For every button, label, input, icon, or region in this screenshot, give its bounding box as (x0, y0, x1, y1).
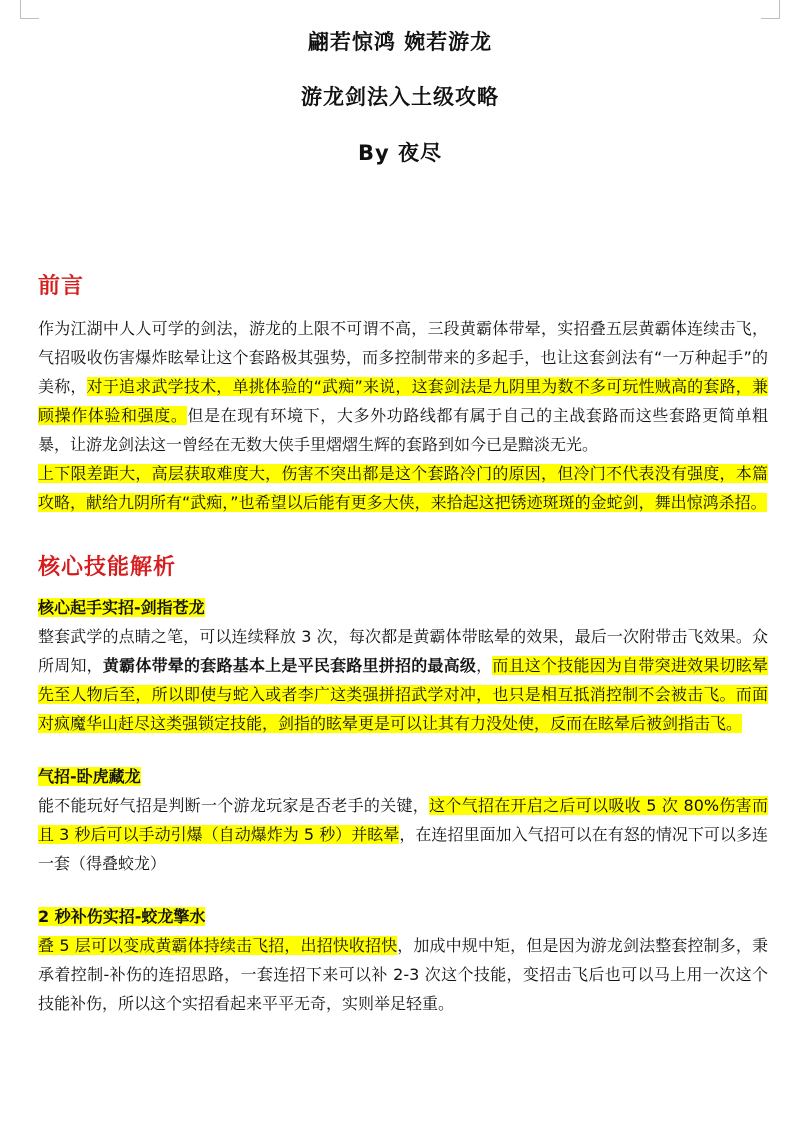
skill-2-title (38, 762, 768, 791)
skill-1-text-comma: ， (476, 656, 493, 675)
doc-author-line: By 夜尽 (357, 141, 442, 165)
skill-2-highlight: 这个气招在开启之后可以吸收 5 次 80%伤害而且 3 秒后可以手动引爆（自动爆炸为 5 秒）并眩晕 (38, 796, 768, 844)
skill-3-highlight: 叠 5 层可以变成黄霸体持续击飞招，出招快收招快 (38, 936, 398, 955)
doc-title-line-2: 游龙剑法入土级攻略 (301, 85, 499, 109)
skill-1-text-a: 整套武学的点睛之笔，可以连续释放 3 次，每次都是黄霸体带眩晕的效果，最后一次附带击飞效果。众所周知， (38, 627, 768, 675)
preface-paragraph-2 (38, 459, 768, 517)
skill-2-paragraph (38, 791, 768, 878)
skill-2-text-b: ，在连招里面加入气招可以在有怒的情况下可以多连一套（得叠蛟龙） (38, 825, 768, 873)
skill-1-title-text: 核心起手实招-剑指苍龙 (38, 598, 205, 617)
skill-3-paragraph (38, 931, 768, 1018)
core-skills-heading: 核心技能解析 (38, 555, 177, 580)
section-gap (38, 878, 768, 902)
preface-heading: 前言 (38, 274, 85, 299)
preface-highlight-a: 对于追求武学技术，单挑体验的“武痴”来说，这套剑法是九阴里为数不多可玩性贼高的套路，兼顾操作体验和强度。 (38, 377, 768, 425)
skill-3-title-text: 2 秒补伤实招-蛟龙擎水 (38, 907, 206, 926)
preface-text-a: 作为江湖中人人可学的剑法，游龙的上限不可谓不高，三段黄霸体带晕，实招叠五层黄霸体连续击飞，气招吸收伤害爆炸眩晕让这个套路极其强势，而多控制带来的多起手，也让这套剑法有“一万种起手”的美称， (38, 319, 768, 396)
section-gap (38, 738, 768, 762)
preface-paragraph-1 (38, 314, 768, 459)
skill-3-text: ，加成中规中矩，但是因为游龙剑法整套控制多，秉承着控制-补伤的连招思路，一套连招下来可以补 2-3 次这个技能，变招击飞后也可以马上用一次这个技能补伤，所以这个实招看起来平平无奇，实则举足轻重。 (38, 936, 768, 1013)
preface-text-b: 但是在现有环境下，大多外功路线都有属于自己的主战套路而这些套路更简单粗暴，让游龙剑法这一曾经在无数大侠手里熠熠生辉的套路到如今已是黯淡无光。 (38, 406, 768, 454)
preface-highlight-b: 上下限差距大，高层获取难度大，伤害不突出都是这个套路冷门的原因，但冷门不代表没有强度，本篇攻略，献给九阴所有“武痴，”也希望以后能有更多大侠，来拾起这把锈迹斑斑的金蛇剑，舞出惊鸿杀招。 (38, 464, 768, 512)
skill-2-title-text: 气招-卧虎藏龙 (38, 767, 141, 786)
skill-1-bold: 黄霸体带晕的套路基本上是平民套路里拼招的最高级 (102, 656, 477, 675)
skill-1-title (38, 593, 768, 622)
skill-1-highlight: 而且这个技能因为自带突进效果切眩晕先至人物后至，所以即使与蛇入或者李广这类强拼招武学对冲，也只是相互抵消控制不会被击飞。而面对疯魔华山赶尽这类强锁定技能，剑指的眩晕更是可以让其有力没处使，反而在眩晕后被剑指击飞。 (38, 656, 768, 733)
skill-2-text-a: 能不能玩好气招是判断一个游龙玩家是否老手的关键， (38, 796, 430, 815)
skill-3-title (38, 902, 768, 931)
page-corner-mark-left (20, 0, 39, 19)
skill-1-paragraph (38, 622, 768, 738)
doc-title-line-1: 翩若惊鸿 婉若游龙 (307, 30, 493, 54)
page-corner-mark-right (761, 0, 780, 19)
doc-body (38, 270, 768, 1018)
